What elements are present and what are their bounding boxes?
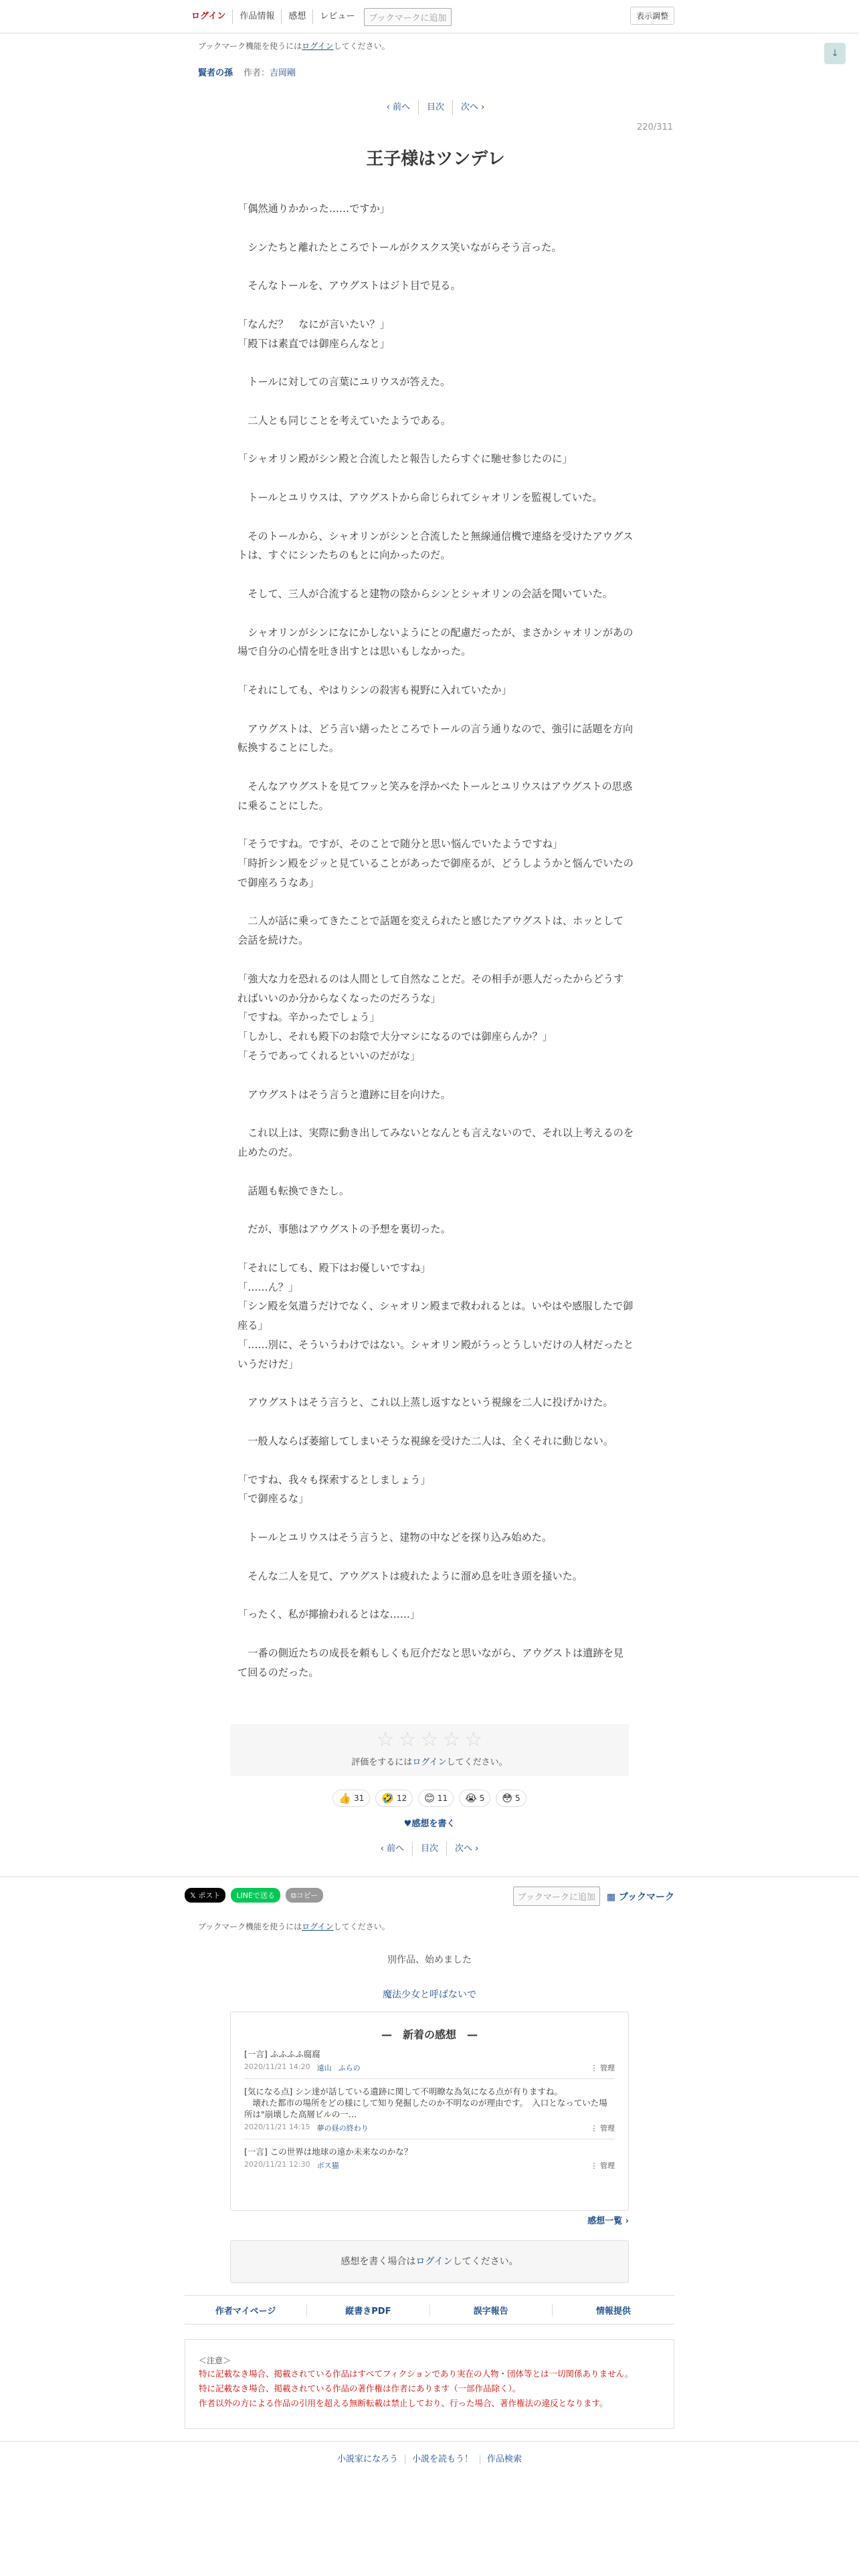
toc-link[interactable]: 目次 [413, 1842, 447, 1856]
nav-impressions-link[interactable]: 感想 [282, 9, 313, 24]
reaction-surprise-button[interactable] [496, 1790, 526, 1807]
novel-paragraph: シンたちと離れたところでトールがクスクス笑いながらそう言った。 [237, 241, 562, 253]
impression-text: [一言] この世界は地球の遠か未来なのかな？ [244, 2147, 413, 2157]
latest-impressions-box [230, 2012, 629, 2211]
bookmark-add-button-top[interactable]: ブックマークに追加 [364, 8, 451, 26]
pager-bottom [0, 1842, 859, 1856]
impression-login-box [230, 2240, 629, 2283]
novel-paragraph: 二人が話に乗ってきたことで話題を変えられたと感じたアウグストは、ホッとして会話を続けた。 [237, 915, 624, 947]
bookmark-notice [198, 40, 673, 52]
star-icon[interactable]: ☆ [376, 1728, 395, 1751]
share-buttons [185, 1888, 323, 1903]
vertical-pdf-link[interactable]: 縦書きPDF [307, 2304, 430, 2317]
reaction-count: 5 [515, 1794, 520, 1803]
notice-prefix: ブックマーク機能を使うには [198, 41, 302, 51]
line-share-button[interactable]: LINEで送る [231, 1888, 280, 1903]
novel-paragraph: 話題も転換できたし。 [237, 1184, 350, 1197]
bookmark-notice-bottom [198, 1921, 390, 1933]
footer-search-link[interactable]: 作品検索 [487, 2454, 522, 2464]
novel-paragraph: 「シャオリン殿がシン殿と合流したと報告したらすぐに馳せ参じたのに」 [237, 453, 573, 465]
novel-paragraph: トールとユリウスは、アウグストから命じられてシャオリンを監視していた。 [237, 491, 603, 504]
novel-paragraph: だが、事態はアウグストの予想を裏切った。 [237, 1223, 451, 1236]
other-work-link[interactable]: 魔法少女と呼ばないで [383, 1990, 476, 2000]
typo-report-link[interactable]: 誤字報告 [430, 2304, 553, 2317]
laugh-icon: 🤣 [381, 1792, 394, 1804]
rating-login-link[interactable]: ログイン [412, 1757, 447, 1767]
top-nav [185, 7, 452, 27]
series-title-link[interactable]: 賢者の孫 [198, 68, 233, 78]
share-bar [0, 1876, 859, 1915]
cry-icon: 😭 [465, 1792, 477, 1804]
nav-review-link[interactable]: レビュー [320, 11, 355, 21]
reaction-row [0, 1790, 859, 1807]
page-counter: 220/311 [636, 122, 673, 132]
write-impression-link[interactable]: ♥感想を書く [403, 1819, 456, 1829]
impressions-list-link[interactable]: 感想一覧 › [587, 2216, 629, 2226]
caution-line: 特に記載なき場合、掲載されている作品の著作権は作者にあります（一部作品除く）。 [199, 2383, 521, 2393]
author-mypage-link[interactable]: 作者マイページ [185, 2304, 307, 2317]
novel-paragraph: シャオリンがシンになにかしないようにとの配慮だったが、まさかシャオリンがあの場で自分の心情を吐き出すとは思いもしなかった。 [237, 626, 634, 658]
prev-page-link[interactable]: ‹ 前へ [379, 100, 419, 115]
novel-paragraph: トールに対しての言葉にユリウスが答えた。 [237, 376, 451, 389]
impression-user-link[interactable]: 遠山 [316, 2064, 332, 2072]
bookmark-link[interactable]: ▦ ブックマーク [606, 1891, 674, 1903]
caution-title: ＜注意＞ [199, 2356, 231, 2365]
impressions-title: — 新着の感想 — [381, 2028, 478, 2041]
x-post-button[interactable]: 𝕏 ポスト [185, 1888, 225, 1903]
nav-login-link[interactable]: ログイン [185, 9, 233, 24]
share-inner [185, 1887, 674, 1905]
author-info [244, 67, 296, 80]
novel-paragraph: 「そうですね。ですが、そのことで随分と思い悩んでいたようですね」 「時折シン殿をジッと見ていることがあったで御座るが、どうしようかと悩んでいたので御座ろうなあ」 [237, 838, 634, 889]
next-page-link[interactable]: 次へ › [461, 102, 485, 112]
main-content [198, 40, 673, 1701]
novel-paragraph: これ以上は、実際に動き出してみないとなんとも言えないので、それ以上考えるのを止めたのだ。 [237, 1127, 634, 1159]
footer-syosetu-link[interactable]: 小説家になろう [330, 2455, 405, 2464]
novel-paragraph: 一番の側近たちの成長を頼もしくも厄介だなと思いながら、アウグストは遺跡を見て回るのだった。 [237, 1646, 624, 1679]
login-box-suffix: してください。 [452, 2256, 518, 2267]
notice-login-link[interactable]: ログイン [302, 1922, 334, 1931]
novel-paragraph: 二人とも同じことを考えていたようである。 [237, 414, 451, 427]
footer-yomou-link[interactable]: 小説を読もう！ [405, 2455, 480, 2464]
reaction-smile-button[interactable] [418, 1790, 454, 1807]
impression-date: 2020/11/21 12:30 [244, 2160, 310, 2169]
impression-meta [244, 2123, 615, 2133]
surprise-icon: 😳 [502, 1792, 513, 1804]
prev-page-link[interactable]: ‹ 前へ [373, 1842, 413, 1856]
caution-line: 作者以外の方による作品の引用を超える無断転載は禁止しており、行った場合、著作権法の違反となります。 [199, 2398, 608, 2408]
utility-links [185, 2295, 674, 2325]
series-row [198, 67, 673, 80]
smile-icon: 😊 [424, 1792, 435, 1804]
impression-item [244, 2079, 615, 2139]
novel-paragraph: 「強大な力を恐れるのは人間として自然なことだ。その相手が悪人だったからどうすればいいのか分からなくなったのだろうな」 「ですね。辛かったでしょう」 「しかし、それも殿下のお陰で大分マシになるのでは御座らんか？」 「そうであってくれるといいのだがな」 [237, 972, 624, 1063]
novel-paragraph: そんな二人を見て、アウグストは疲れたように溜め息を吐き頭を掻いた。 [237, 1570, 583, 1582]
star-icon[interactable]: ☆ [464, 1728, 483, 1751]
impression-text: [一言] ふふふふ腐腐 [244, 2049, 320, 2059]
author-link[interactable]: 吉岡剛 [270, 68, 296, 78]
author-label: 作者： [244, 68, 270, 78]
impression-manage-button[interactable]: ⋮ 管理 [590, 2124, 615, 2133]
top-header [0, 0, 859, 33]
star-icon[interactable]: ☆ [398, 1728, 417, 1751]
reaction-count: 12 [397, 1794, 407, 1803]
reaction-count: 31 [354, 1794, 365, 1803]
impression-manage-button[interactable]: ⋮ 管理 [590, 2064, 615, 2072]
novel-paragraph: 「それにしても、やはりシンの殺害も視野に入れていたか」 [237, 683, 512, 696]
caution-box [185, 2339, 674, 2429]
notice-login-link[interactable]: ログイン [302, 41, 334, 51]
reaction-thumbs-up-button[interactable] [332, 1790, 370, 1807]
impression-user-link[interactable]: 夢の昼の終わり [316, 2124, 369, 2133]
login-box-prefix: 感想を書く場合は [341, 2256, 416, 2267]
impression-meta [244, 2160, 615, 2171]
author-announcement: 別作品、始めました [387, 1955, 472, 1965]
site-footer [0, 2441, 859, 2477]
novel-body [237, 199, 634, 1682]
novel-paragraph: 「ったく、私が揶揄われるとはな……」 [237, 1608, 421, 1621]
bookmark-add-button[interactable]: ブックマークに追加 [513, 1887, 600, 1906]
notice-prefix: ブックマーク機能を使うには [198, 1922, 302, 1931]
display-settings-button[interactable]: 表示調整 [630, 7, 674, 25]
toc-link[interactable]: 目次 [419, 100, 453, 115]
novel-paragraph: アウグストはそう言うと遺跡に目を向けた。 [237, 1088, 451, 1101]
impression-manage-button[interactable]: ⋮ 管理 [590, 2161, 615, 2170]
info-provide-link[interactable]: 情報提供 [595, 2306, 631, 2317]
reaction-cry-button[interactable] [459, 1790, 490, 1807]
novel-paragraph: アウグストはそう言うと、これ以上蒸し返すなという視線を二人に投げかけた。 [237, 1396, 613, 1409]
rating-note-prefix: 評価をするには [351, 1757, 413, 1767]
star-icon[interactable]: ☆ [420, 1728, 439, 1751]
scroll-down-button[interactable]: ↓ [824, 43, 846, 64]
novel-paragraph: そのトールから、シャオリンがシンと合流したと無線通信機で連絡を受けたアウグストは、すぐにシンたちのもとに向かったのだ。 [237, 530, 634, 562]
login-box-link[interactable]: ログイン [415, 2256, 453, 2267]
pager-top [198, 100, 673, 115]
novel-paragraph: 一般人ならば萎縮してしまいそうな視線を受けた二人は、全くそれに動じない。 [237, 1435, 613, 1447]
novel-paragraph: 「ですね、我々も探索するとしましょう」 「で御座るな」 [237, 1473, 431, 1505]
reaction-count: 11 [437, 1794, 448, 1803]
rating-note-suffix: してください。 [446, 1757, 508, 1767]
star-icon[interactable]: ☆ [442, 1728, 461, 1751]
rating-box [230, 1724, 629, 1776]
next-page-link[interactable]: 次へ › [455, 1844, 479, 1854]
reaction-laugh-button[interactable] [375, 1790, 413, 1807]
impression-meta [244, 2062, 615, 2073]
copy-url-button[interactable]: ⧉コピー [286, 1888, 323, 1903]
reaction-count: 5 [479, 1794, 485, 1803]
thumbs-up-icon: 👍 [339, 1792, 352, 1804]
chapter-title: 王子様はツンデレ [366, 149, 505, 169]
impression-user-link[interactable]: ふらの [338, 2064, 361, 2072]
novel-paragraph: そんなトールを、アウグストはジト目で見る。 [237, 280, 461, 292]
header-inner [185, 0, 674, 33]
impression-item [244, 2139, 615, 2176]
notice-suffix: してください。 [333, 41, 390, 51]
nav-novel-info-link[interactable]: 作品情報 [233, 9, 282, 24]
bookmark-controls [513, 1887, 674, 1906]
novel-paragraph: そんなアウグストを見てフッと笑みを浮かべたトールとユリウスはアウグストの思惑に乗ることにした。 [237, 780, 633, 812]
impression-user-link[interactable]: ボス猫 [316, 2161, 339, 2170]
novel-paragraph: アウグストは、どう言い繕ったところでトールの言う通りなので、強引に話題を方向転換することにした。 [237, 722, 634, 754]
novel-paragraph: そして、三人が合流すると建物の陰からシンとシャオリンの会話を聞いていた。 [237, 587, 613, 600]
caution-line: 特に記載なき場合、掲載されている作品はすべてフィクションであり実在の人物・団体等とは一切関係ありません。 [199, 2369, 634, 2379]
novel-paragraph: 「それにしても、殿下はお優しいですね」 「……ん？」 「シン殿を気遣うだけでなく、シャオリン殿まで救われるとは。いやはや感服したで御座る」 「……別に、そういうわけではない。シャオリン殿がうっとうしいだけの人材だったというだけだ」 [237, 1261, 634, 1370]
impression-date: 2020/11/21 14:20 [244, 2062, 310, 2071]
rating-note [230, 1755, 629, 1767]
notice-suffix: してください。 [333, 1922, 390, 1931]
rating-stars [230, 1728, 629, 1752]
impression-date: 2020/11/21 14:15 [244, 2123, 310, 2131]
novel-paragraph: トールとユリウスはそう言うと、建物の中などを探り込み始めた。 [237, 1531, 553, 1543]
impression-item [244, 2042, 615, 2079]
novel-paragraph: 「なんだ？ なにが言いたい？」 「殿下は素直では御座らんなと」 [237, 318, 390, 350]
impression-text: [気になる点] シン達が話している遺跡に関して不明瞭な為気になる点が有りますね。 壊れた都市の場所をどの様にして知り発掘したのか不明なのが理由です。 入口となっていた場所は"崩壊した高層ビルの一… [244, 2086, 607, 2119]
novel-paragraph: 「偶然通りかかった……ですか」 [237, 203, 390, 215]
